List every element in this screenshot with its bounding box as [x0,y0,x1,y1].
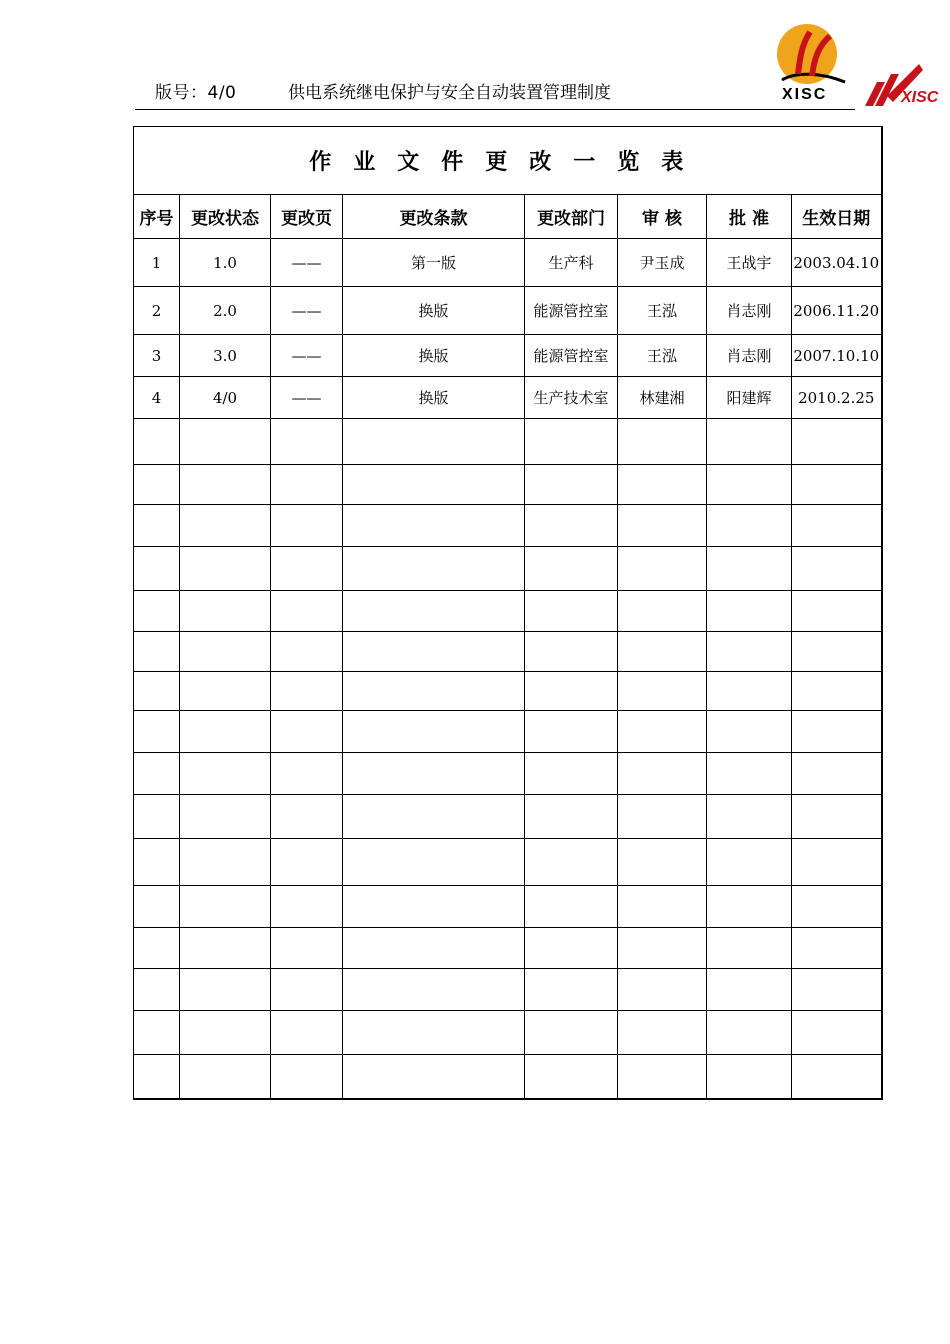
empty-table-row [134,1055,882,1099]
logo-wordmark-red: XISC [901,89,939,106]
empty-cell [792,591,882,632]
table-cell: 2 [134,287,180,335]
empty-cell [134,795,180,839]
empty-cell [792,711,882,753]
empty-cell [525,969,618,1011]
empty-cell [525,672,618,711]
empty-cell [792,839,882,886]
table-cell: 3 [134,335,180,377]
table-cell: 生产技术室 [525,377,618,419]
empty-table-row [134,591,882,632]
empty-cell [792,753,882,795]
empty-cell [271,886,343,928]
table-row [134,287,882,335]
empty-cell [525,1011,618,1055]
empty-table-row [134,632,882,672]
empty-cell [707,839,792,886]
empty-cell [180,465,271,505]
empty-cell [618,711,707,753]
column-header: 序号 [134,195,180,239]
empty-cell [618,419,707,465]
empty-cell [271,419,343,465]
empty-cell [525,632,618,672]
empty-cell [134,465,180,505]
empty-cell [618,591,707,632]
empty-cell [343,711,525,753]
empty-cell [707,419,792,465]
empty-cell [707,632,792,672]
empty-cell [180,753,271,795]
empty-cell [792,928,882,969]
empty-cell [271,547,343,591]
table-cell: 尹玉成 [618,239,707,287]
table-cell: 1 [134,239,180,287]
column-header: 更改条款 [343,195,525,239]
empty-cell [134,672,180,711]
empty-cell [180,419,271,465]
table-cell: 肖志刚 [707,287,792,335]
empty-cell [180,795,271,839]
logo-wordmark: XISC [782,86,828,103]
table-cell: 2010.2.25 [792,377,882,419]
empty-cell [618,672,707,711]
empty-cell [180,839,271,886]
empty-cell [792,969,882,1011]
empty-cell [792,419,882,465]
empty-table-row [134,1011,882,1055]
empty-cell [707,711,792,753]
column-header: 更改部门 [525,195,618,239]
table-cell: 生产科 [525,239,618,287]
empty-cell [618,505,707,547]
empty-table-row [134,419,882,465]
empty-cell [707,1011,792,1055]
empty-table-row [134,505,882,547]
table-row [134,239,882,287]
table-cell: 2007.10.10 [792,335,882,377]
empty-cell [343,1055,525,1099]
column-header: 审 核 [618,195,707,239]
empty-cell [618,753,707,795]
table-cell: 第一版 [343,239,525,287]
empty-cell [271,1055,343,1099]
empty-cell [180,1055,271,1099]
table-cell: 4 [134,377,180,419]
empty-cell [525,711,618,753]
empty-cell [618,886,707,928]
empty-cell [271,672,343,711]
empty-cell [134,886,180,928]
empty-table-row [134,969,882,1011]
table-row [134,377,882,419]
table-cell: 阳建辉 [707,377,792,419]
empty-cell [271,591,343,632]
empty-cell [618,465,707,505]
empty-cell [707,465,792,505]
empty-cell [792,547,882,591]
empty-cell [134,419,180,465]
table-cell: 肖志刚 [707,335,792,377]
empty-cell [525,419,618,465]
empty-cell [343,795,525,839]
table-cell: —— [271,287,343,335]
empty-cell [792,1055,882,1099]
empty-cell [134,1011,180,1055]
empty-cell [525,1055,618,1099]
empty-cell [707,969,792,1011]
empty-cell [707,1055,792,1099]
empty-cell [525,591,618,632]
empty-cell [792,465,882,505]
empty-cell [618,839,707,886]
empty-cell [343,1011,525,1055]
empty-cell [707,753,792,795]
empty-cell [134,632,180,672]
empty-cell [525,795,618,839]
empty-table-row [134,672,882,711]
empty-cell [134,839,180,886]
table-cell: 3.0 [180,335,271,377]
empty-cell [271,505,343,547]
empty-cell [343,753,525,795]
empty-cell [271,795,343,839]
empty-cell [707,672,792,711]
document-title: 供电系统继电保护与安全自动装置管理制度 [288,83,611,103]
empty-cell [180,505,271,547]
empty-cell [525,505,618,547]
empty-cell [271,711,343,753]
empty-cell [525,547,618,591]
change-log-table [133,126,883,1100]
table-cell: —— [271,239,343,287]
empty-cell [343,591,525,632]
empty-cell [271,1011,343,1055]
table-title: 作业文件更改一览表 [134,127,882,195]
table-cell: 换版 [343,377,525,419]
empty-cell [134,591,180,632]
empty-cell [180,711,271,753]
empty-table-row [134,753,882,795]
empty-cell [525,465,618,505]
table-cell: 能源管控室 [525,335,618,377]
column-header: 更改状态 [180,195,271,239]
empty-cell [343,505,525,547]
empty-cell [271,839,343,886]
table-cell: 2.0 [180,287,271,335]
empty-cell [792,886,882,928]
table-row [134,335,882,377]
empty-cell [271,465,343,505]
empty-cell [180,969,271,1011]
empty-cell [343,886,525,928]
empty-cell [792,1011,882,1055]
table-cell: —— [271,335,343,377]
empty-cell [343,632,525,672]
empty-cell [618,547,707,591]
empty-cell [618,928,707,969]
empty-cell [525,753,618,795]
empty-cell [343,928,525,969]
empty-cell [134,969,180,1011]
empty-cell [271,969,343,1011]
table-cell: 2006.11.20 [792,287,882,335]
table-cell: 2003.04.10 [792,239,882,287]
empty-cell [134,928,180,969]
empty-cell [271,632,343,672]
column-header: 生效日期 [792,195,882,239]
empty-cell [525,839,618,886]
empty-cell [618,1011,707,1055]
table-cell: 能源管控室 [525,287,618,335]
empty-table-row [134,928,882,969]
empty-cell [180,928,271,969]
empty-table-row [134,795,882,839]
empty-cell [707,591,792,632]
empty-cell [343,839,525,886]
empty-cell [792,795,882,839]
empty-cell [180,547,271,591]
empty-cell [271,928,343,969]
empty-cell [180,632,271,672]
empty-cell [271,753,343,795]
empty-cell [707,795,792,839]
empty-cell [618,1055,707,1099]
table-cell: 林建湘 [618,377,707,419]
page-header [0,0,950,120]
column-header: 批 准 [707,195,792,239]
header-divider [135,109,855,110]
empty-table-row [134,465,882,505]
empty-cell [707,886,792,928]
empty-cell [180,1011,271,1055]
empty-table-row [134,839,882,886]
empty-cell [343,419,525,465]
empty-table-row [134,711,882,753]
table-cell: 4/0 [180,377,271,419]
empty-cell [525,928,618,969]
empty-cell [618,969,707,1011]
empty-cell [134,753,180,795]
empty-table-row [134,547,882,591]
empty-cell [792,505,882,547]
table-cell: 换版 [343,287,525,335]
empty-cell [343,547,525,591]
empty-cell [343,672,525,711]
empty-cell [707,505,792,547]
table-cell: 1.0 [180,239,271,287]
empty-cell [792,672,882,711]
empty-cell [180,672,271,711]
column-header: 更改页 [271,195,343,239]
table-cell: 换版 [343,335,525,377]
table-cell: 王泓 [618,287,707,335]
table-cell: 王泓 [618,335,707,377]
empty-cell [134,711,180,753]
table-cell: 王战宇 [707,239,792,287]
empty-table-row [134,886,882,928]
empty-cell [707,928,792,969]
empty-cell [792,632,882,672]
empty-cell [343,969,525,1011]
empty-cell [134,1055,180,1099]
empty-cell [180,886,271,928]
table-cell: —— [271,377,343,419]
empty-cell [618,632,707,672]
empty-cell [180,591,271,632]
empty-cell [618,795,707,839]
empty-cell [134,505,180,547]
empty-cell [525,886,618,928]
empty-cell [343,465,525,505]
version-label: 版号：4/0 [155,83,237,103]
empty-cell [707,547,792,591]
table-header-row [134,195,882,239]
empty-rows [134,419,882,1099]
empty-cell [134,547,180,591]
